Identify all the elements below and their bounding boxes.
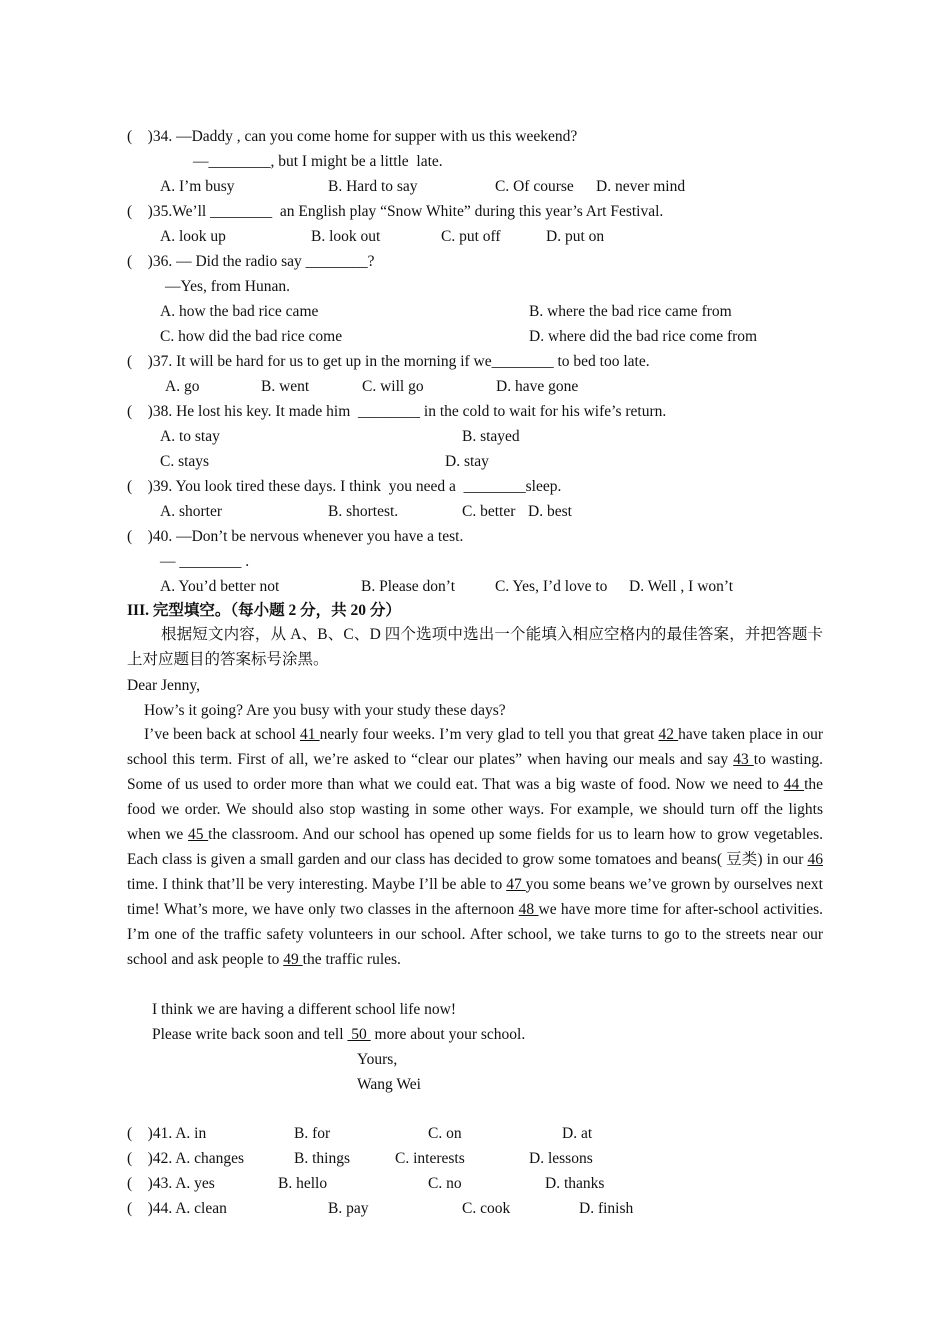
blank-44: 44 — [783, 776, 805, 793]
blank-48: 48 — [518, 901, 539, 918]
blank-45: 45 — [187, 826, 209, 843]
letter-signature: Wang Wei — [357, 1076, 421, 1093]
q34-option-b: B. Hard to say — [328, 178, 418, 195]
q43-option-b: B. hello — [278, 1175, 328, 1192]
q34-option-d: D. never mind — [596, 178, 686, 195]
q36-reply: —Yes, from Hunan. — [165, 278, 291, 295]
q40-reply: — ________ . — [160, 553, 250, 570]
q44-option-d: D. finish — [579, 1200, 634, 1217]
q42-stem: ( )42. A. changes — [127, 1150, 245, 1167]
q39-option-b: B. shortest. — [328, 503, 399, 520]
letter-greeting: Dear Jenny, — [127, 677, 201, 694]
q38-option-c: C. stays — [160, 453, 210, 470]
blank-41: 41 — [299, 726, 320, 743]
q38-option-b: B. stayed — [462, 428, 520, 445]
q36-option-a: A. how the bad rice came — [160, 303, 319, 320]
letter-closing: Yours, — [357, 1051, 398, 1068]
q39-option-a: A. shorter — [160, 503, 222, 520]
q42-option-b: B. things — [294, 1150, 350, 1167]
q42-option-d: D. lessons — [529, 1150, 593, 1167]
q36-stem: ( )36. — Did the radio say ________? — [127, 253, 375, 270]
q35-option-a: A. look up — [160, 228, 226, 245]
q34-reply: —________, but I might be a little late. — [193, 153, 443, 170]
letter-request-line: Please write back soon and tell 50 more about your school. — [152, 1026, 526, 1043]
q37-option-d: D. have gone — [496, 378, 579, 395]
section-instruction: 根据短文内容，从 A、B、C、D 四个选项中选出一个能填入相应空格内的最佳答案，并把答题卡上对应题目的答案标号涂黑。 — [127, 626, 823, 668]
q40-stem: ( )40. —Don’t be nervous whenever you have a test. — [127, 528, 464, 545]
q35-option-b: B. look out — [311, 228, 381, 245]
q40-option-c: C. Yes, I’d love to — [495, 578, 608, 595]
q43-option-d: D. thanks — [545, 1175, 605, 1192]
q39-stem: ( )39. You look tired these days. I think you need a ________sleep. — [127, 478, 562, 495]
q37-stem: ( )37. It will be hard for us to get up in the morning if we________ to bed too late. — [127, 353, 650, 370]
q39-option-c: C. better — [462, 503, 516, 520]
q41-option-c: C. on — [428, 1125, 462, 1142]
q37-option-b: B. went — [261, 378, 310, 395]
letter-closing-remark: I think we are having a different school life now! — [152, 1001, 457, 1018]
q38-stem: ( )38. He lost his key. It made him ________ in the cold to wait for his wife’s return. — [127, 403, 667, 420]
blank-42: 42 — [658, 726, 679, 743]
section-heading: III. 完型填空。（每小题 2 分，共 20 分） — [127, 602, 401, 619]
q41-stem: ( )41. A. in — [127, 1125, 207, 1142]
q40-option-b: B. Please don’t — [361, 578, 455, 595]
q41-option-d: D. at — [562, 1125, 593, 1142]
q37-option-c: C. will go — [362, 378, 424, 395]
q35-option-d: D. put on — [546, 228, 605, 245]
q35-option-c: C. put off — [441, 228, 501, 245]
q34-stem: ( )34. —Daddy , can you come home for supper with us this weekend? — [127, 128, 578, 145]
q34-option-c: C. Of course — [495, 178, 574, 195]
q36-option-c: C. how did the bad rice come — [160, 328, 343, 345]
q36-option-b: B. where the bad rice came from — [529, 303, 732, 320]
q38-option-d: D. stay — [445, 453, 489, 470]
blank-46: 46 — [807, 851, 823, 868]
q35-stem: ( )35.We’ll ________ an English play “Snow White” during this year’s Art Festival. — [127, 203, 664, 220]
q36-option-d: D. where did the bad rice come from — [529, 328, 758, 345]
q39-option-d: D. best — [528, 503, 572, 520]
q38-option-a: A. to stay — [160, 428, 220, 445]
q40-option-a: A. You’d better not — [160, 578, 280, 595]
q44-option-c: C. cook — [462, 1200, 511, 1217]
q42-option-c: C. interests — [395, 1150, 465, 1167]
letter-opening-line: How’s it going? Are you busy with your study these days? — [144, 702, 506, 719]
blank-47: 47 — [506, 876, 526, 893]
q41-option-b: B. for — [294, 1125, 331, 1142]
blank-50: 50 — [347, 1026, 371, 1043]
q43-stem: ( )43. A. yes — [127, 1175, 215, 1192]
q44-stem: ( )44. A. clean — [127, 1200, 227, 1217]
q34-option-a: A. I’m busy — [160, 178, 235, 195]
q44-option-b: B. pay — [328, 1200, 369, 1217]
q43-option-c: C. no — [428, 1175, 462, 1192]
q40-option-d: D. Well , I won’t — [629, 578, 734, 595]
blank-49: 49 — [283, 951, 303, 968]
letter-body-paragraph: I’ve been back at school 41 nearly four weeks. I’m very glad to tell you that great 42 have taken place in our school this term. First of all, we’re asked to “clear our plates” when having our meals and say 43 to wasting. Some of us used to order more than what we could eat. That was a big waste of food. Now we need to 44 the food we order. We should also stop wasting in some other ways. For example, we should turn off the lights when we 45 the classroom. And our school has opened up some fields for us to learn how to grow vegetables. Each class is given a small garden and our class has decided to grow some tomatoes and beans( 豆类) in our 46 time. I think that’ll be very interesting. Maybe I’ll be able to 47 you some beans we’ve grown by ourselves next time! What’s more, we have only two classes in the afternoon 48 we have more time for after-school activities. I’m one of the traffic safety volunteers in our school. After school, we take turns to go to the streets near our school and ask people to 49 the traffic rules. — [127, 726, 824, 968]
blank-43: 43 — [733, 751, 754, 768]
q37-option-a: A. go — [165, 378, 200, 395]
